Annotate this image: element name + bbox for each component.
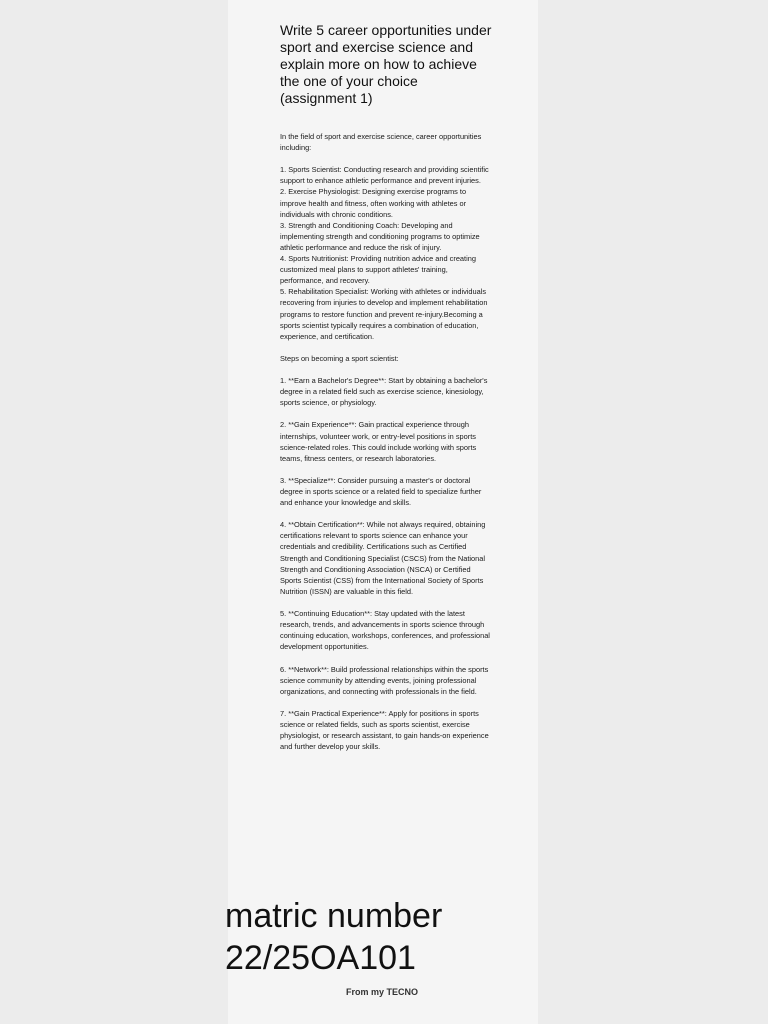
intro-paragraph: In the field of sport and exercise science, career opportunities including: bbox=[280, 132, 482, 153]
career-item-2: 2. Exercise Physiologist: Designing exercise programs to improve health and fitness, often working with athletes or individuals with chronic conditions. bbox=[280, 187, 467, 219]
step-item-7: 7. **Gain Practical Experience**: Apply for positions in sports science or related fields, such as sports scientist, exercise physiologist, or research assistant, to gain hands-on experience and further develop your skills. bbox=[280, 708, 489, 752]
step-item-5: 5. **Continuing Education**: Stay updated with the latest research, trends, and advancements in sports science through continuing education, workshops, conferences, and professional development opportunities. bbox=[280, 609, 490, 652]
career-item-5: 5. Rehabilitation Specialist: Working with athletes or individuals recovering from injuries to develop and implement rehabilitation programs to restore function and prevent re-injury.Becoming a sports scientist typically requires a combination of education, experience, and certification. bbox=[280, 287, 488, 341]
step-item-4: 4. **Obtain Certification**: While not always required, obtaining certifications relevant to sports science can enhance your credentials and credibility. Certifications such as Certified Strength and Conditioning Specialist (CSCS) from the National Strength and Conditioning Association (NSCA) or Certified Sports Scientist (CSS) from the International Society of Sports Nutrition (ISSN) are valuable in this field. bbox=[280, 520, 486, 596]
assignment-title: Write 5 career opportunities under sport and exercise science and explain more on how to achieve the one of your choice (assignment 1) bbox=[280, 22, 492, 106]
step-item-6: 6. **Network**: Build professional relationships within the sports science community by attending events, joining professional organizations, and connecting with professionals in the field. bbox=[280, 664, 489, 696]
career-item-3: 3. Strength and Conditioning Coach: Developing and implementing strength and conditioning programs to optimize athletic performance and reduce the risk of injury. bbox=[280, 220, 480, 252]
career-item-4: 4. Sports Nutritionist: Providing nutrition advice and creating customized meal plans to support athletes' training, performance, and recovery. bbox=[280, 254, 476, 286]
matric-number-label: matric number bbox=[225, 897, 443, 935]
matric-number-block bbox=[225, 895, 525, 979]
step-item-1: 1. **Earn a Bachelor's Degree**: Start by obtaining a bachelor's degree in a related field such as exercise science, kinesiology, sports science, or physiology. bbox=[280, 376, 488, 408]
matric-number-value: 22/25OA101 bbox=[225, 939, 416, 977]
document-body bbox=[280, 131, 492, 752]
career-item-1: 1. Sports Scientist: Conducting research and providing scientific support to enhance athletic performance and prevent injuries. bbox=[280, 165, 489, 186]
device-footer: From my TECNO bbox=[346, 987, 419, 997]
step-item-2: 2. **Gain Experience**: Gain practical experience through internships, volunteer work, or entry-level positions in sports science-related roles. This could include working with sports teams, fitness centers, or research laboratories. bbox=[280, 420, 477, 463]
step-item-3: 3. **Specialize**: Consider pursuing a master's or doctoral degree in sports science or a related field to specialize further and enhance your knowledge and skills. bbox=[280, 475, 482, 508]
steps-heading: Steps on becoming a sport scientist: bbox=[280, 353, 399, 363]
